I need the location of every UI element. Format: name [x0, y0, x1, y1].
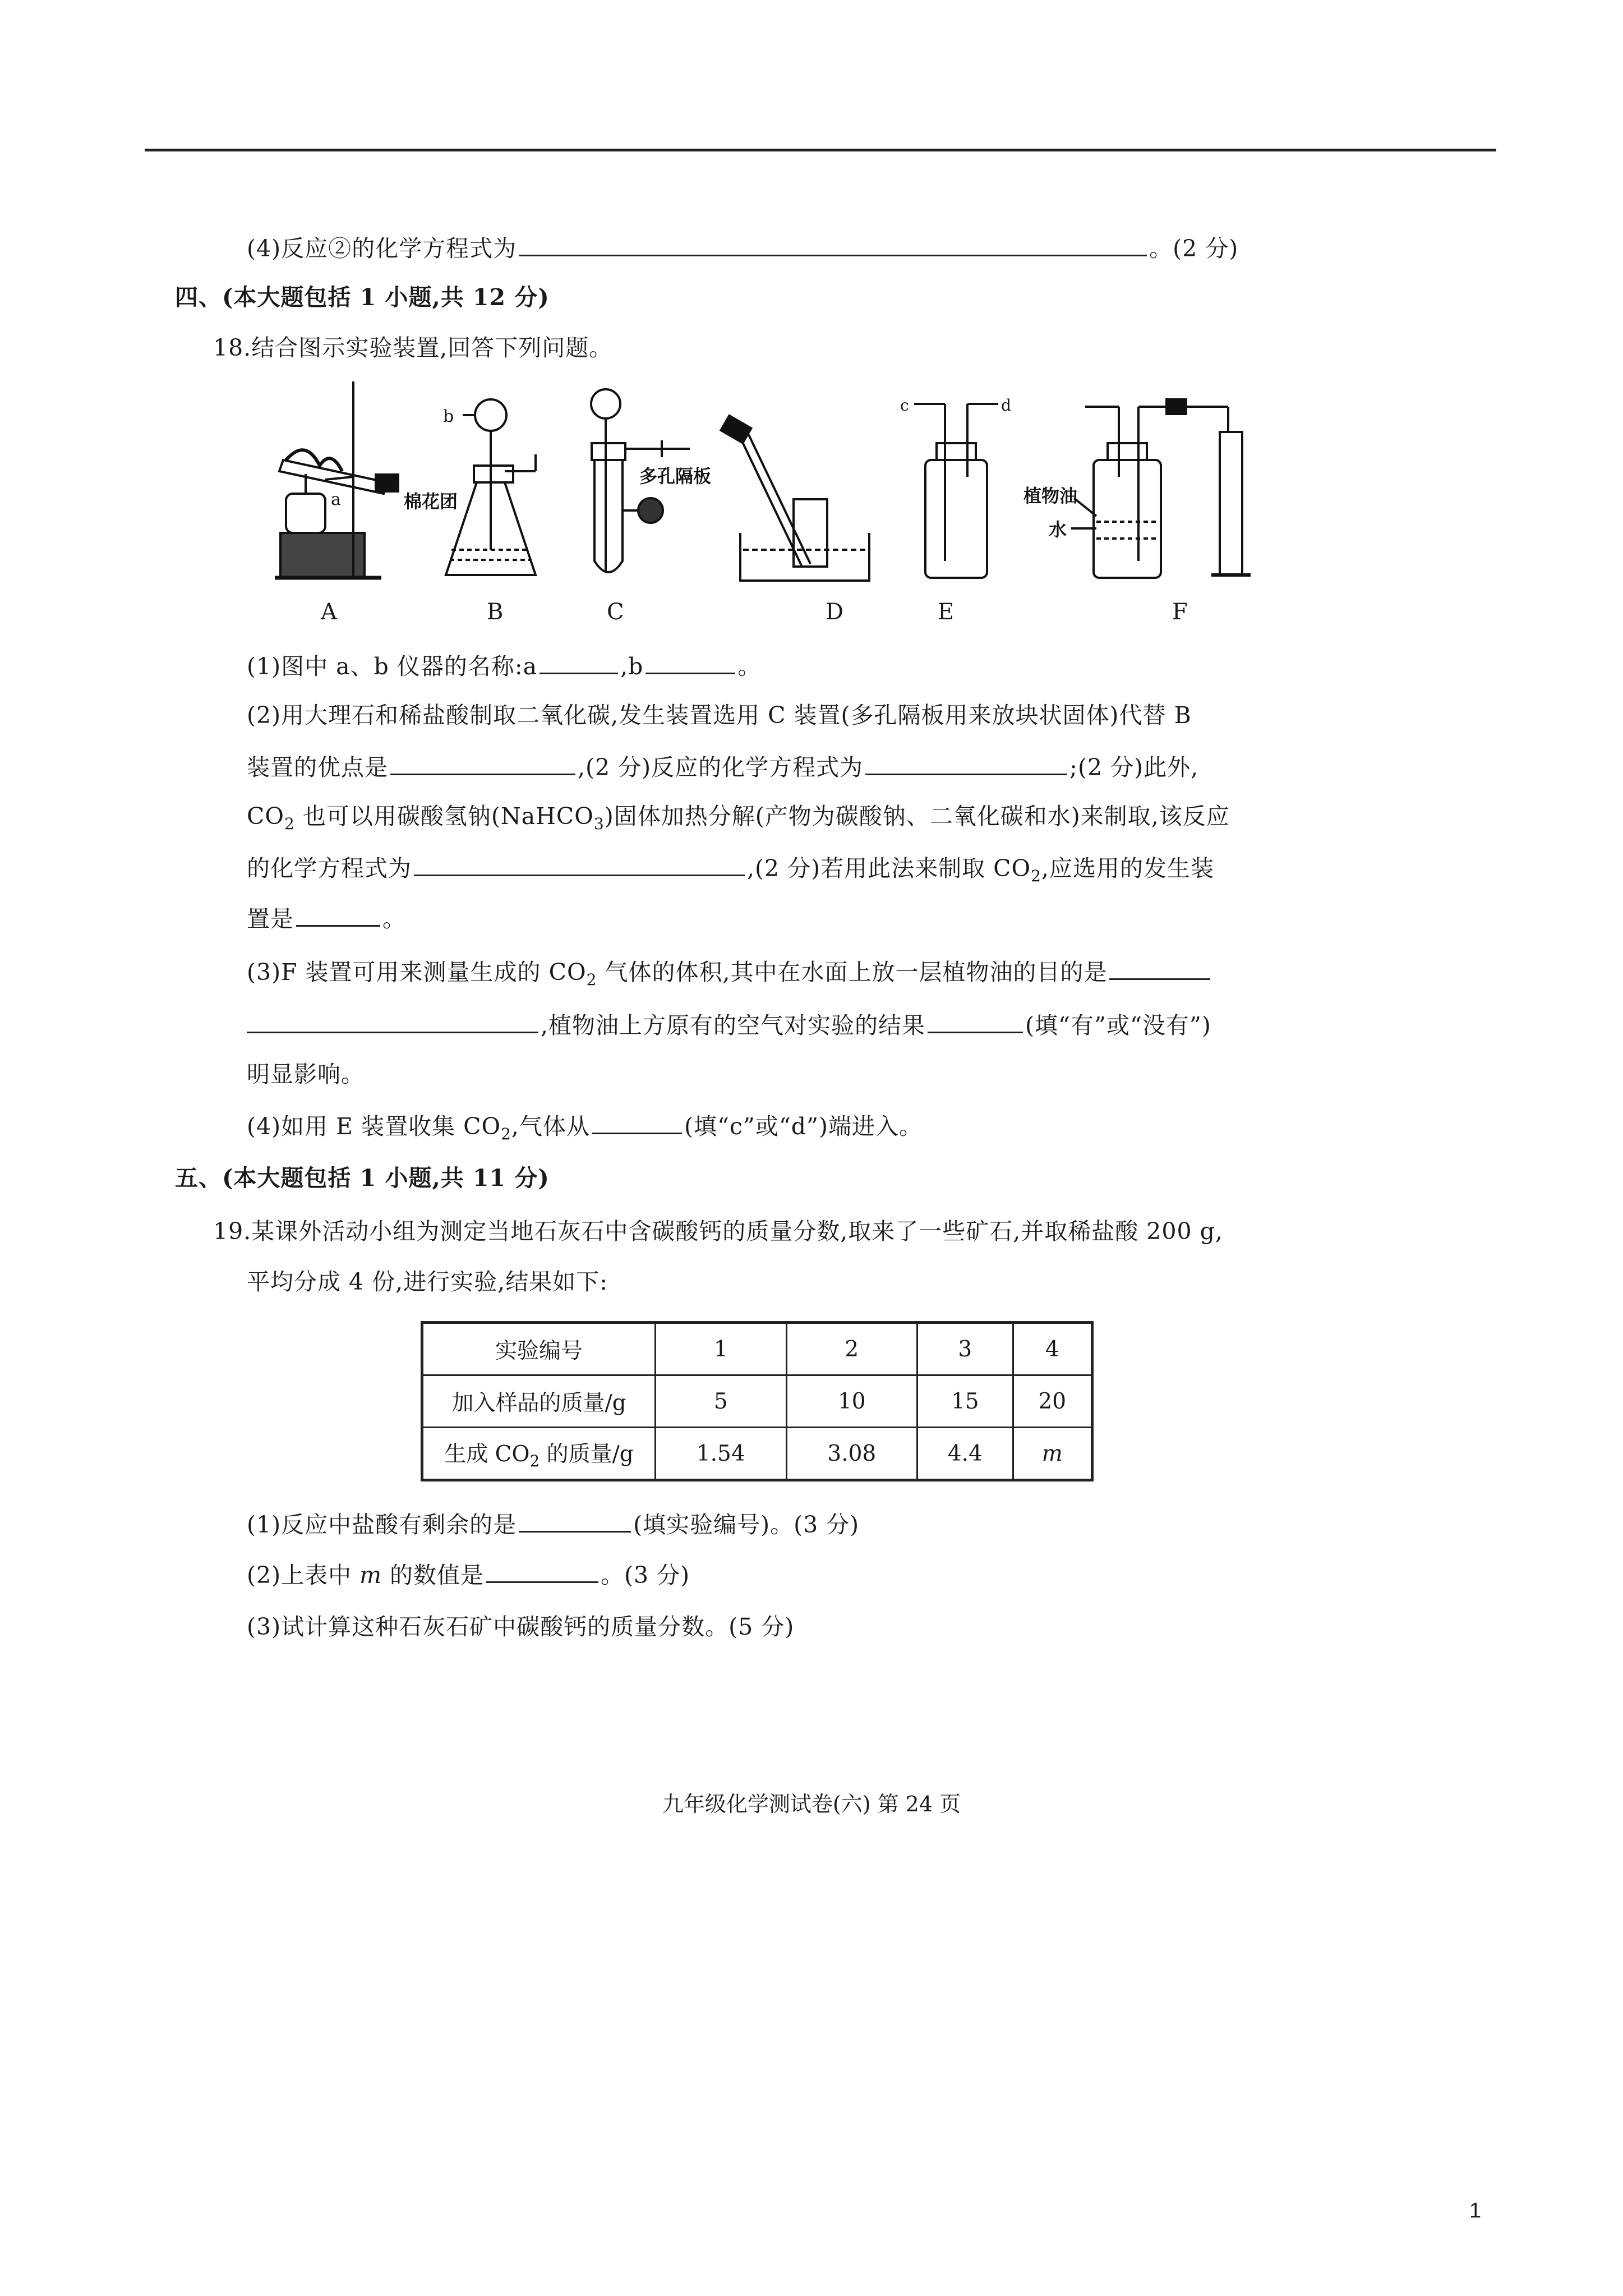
q18-part2-line2: 装置的优点是 ,(2 分)反应的化学方程式为 ;(2 分)此外,	[247, 749, 1198, 784]
diagram-label-b: B	[487, 599, 504, 625]
answer-blank[interactable]	[1109, 954, 1210, 980]
table-row	[422, 1375, 1092, 1428]
table-row	[422, 1428, 1092, 1480]
diagram-label-e: E	[938, 599, 955, 625]
answer-blank[interactable]	[390, 749, 575, 775]
q18-part3-line2: ,植物油上方原有的空气对实验的结果 (填“有”或“没有”)	[247, 1007, 1211, 1042]
table-cell: 2	[786, 1323, 917, 1375]
apparatus-f-icon	[1071, 399, 1251, 578]
table-cell: 4.4	[917, 1428, 1013, 1480]
q18-part2-line5: 置是 。	[247, 900, 406, 936]
table-cell: 加入样品的质量/g	[422, 1375, 656, 1428]
lab-apparatus-diagram	[264, 381, 1251, 617]
page-number: 1	[1469, 2199, 1482, 2223]
apparatus-a-icon	[275, 381, 398, 578]
answer-blank[interactable]	[519, 230, 1147, 256]
table-cell: 实验编号	[422, 1323, 656, 1375]
q18-part2-line4: 的化学方程式为 ,(2 分)若用此法来制取 $CO_2$,应选用的发生装	[247, 850, 1214, 893]
apparatus-b-icon	[446, 399, 536, 575]
q18-part3-line1: (3)F 装置可用来测量生成的 $CO_2$ 气体的体积,其中在水面上放一层植物油的目的是	[247, 954, 1212, 997]
answer-blank[interactable]	[645, 648, 735, 674]
q19-stem-line2: 平均分成 4 份,进行实验,结果如下:	[247, 1268, 608, 1295]
table-cell: 10	[786, 1375, 917, 1428]
label-a: a	[331, 490, 341, 509]
label-b: b	[443, 407, 454, 426]
table-cell: 20	[1013, 1375, 1092, 1428]
section-5-header: 五、(本大题包括 1 小题,共 11 分)	[175, 1165, 550, 1191]
q18-part1: (1)图中 a、b 仪器的名称:a ,b 。	[247, 648, 761, 683]
q19-part3: (3)试计算这种石灰石矿中碳酸钙的质量分数。(5 分)	[247, 1613, 795, 1640]
answer-blank[interactable]	[414, 850, 745, 876]
answer-blank[interactable]	[865, 749, 1067, 775]
table-row	[422, 1323, 1092, 1375]
answer-blank[interactable]	[247, 1007, 538, 1033]
label-cotton: 棉花团	[404, 491, 458, 512]
q18-part3-line3: 明显影响。	[247, 1061, 365, 1088]
q18-part2-line1: (2)用大理石和稀盐酸制取二氧化碳,发生装置选用 C 装置(多孔隔板用来放块状固体)代替 B	[247, 702, 1192, 729]
table-cell: 3	[917, 1323, 1013, 1375]
page-footer: 九年级化学测试卷(六) 第 24 页	[662, 1792, 961, 1816]
results-table	[421, 1321, 1094, 1481]
label-d: d	[1001, 396, 1011, 415]
apparatus-e-icon	[914, 404, 998, 578]
table-cell: 15	[917, 1375, 1013, 1428]
table-cell: 5	[656, 1375, 787, 1428]
q18-stem: 18.结合图示实验装置,回答下列问题。	[213, 334, 613, 361]
answer-blank[interactable]	[296, 900, 380, 927]
q17-part4-score: 。(2 分)	[1149, 235, 1239, 262]
section-4-header: 四、(本大题包括 1 小题,共 12 分)	[175, 284, 550, 311]
label-water: 水	[1049, 519, 1067, 540]
table-cell: 4	[1013, 1323, 1092, 1375]
answer-blank[interactable]	[519, 1506, 631, 1533]
label-c: c	[900, 396, 909, 415]
diagram-label-a: A	[321, 599, 337, 625]
q18-part4: (4)如用 E 装置收集 $CO_2$,气体从 (填“c”或“d”)端进入。	[247, 1108, 923, 1151]
table-cell: 1.54	[656, 1428, 787, 1480]
answer-blank[interactable]	[592, 1108, 682, 1134]
answer-blank[interactable]	[540, 648, 618, 674]
diagram-label-d: D	[826, 599, 844, 625]
q17-part4	[247, 230, 1238, 265]
q19-part2: (2)上表中 m 的数值是 。(3 分)	[247, 1557, 690, 1592]
label-oil: 植物油	[1023, 485, 1078, 507]
q18-part2-line3: $CO_2$ 也可以用碳酸氢钠(NaHCO$_3$)固体加热分解(产物为碳酸钠、二氧化碳和水)来制取,该反应	[247, 803, 1230, 834]
answer-blank[interactable]	[486, 1557, 598, 1583]
table-cell: 生成 $CO_2$ 的质量/g	[422, 1428, 656, 1480]
q19-stem-line1: 19.某课外活动小组为测定当地石灰石中含碳酸钙的质量分数,取来了一些矿石,并取稀盐酸 200 g,	[213, 1218, 1223, 1245]
answer-blank[interactable]	[928, 1007, 1023, 1033]
header-rule	[145, 149, 1496, 151]
table-cell: 3.08	[786, 1428, 917, 1480]
table-cell: 1	[656, 1323, 787, 1375]
diagram-label-f: F	[1172, 599, 1188, 625]
table-cell: m	[1013, 1428, 1092, 1480]
q17-part4-text: (4)反应②的化学方程式为	[247, 235, 517, 262]
label-porous-plate: 多孔隔板	[639, 466, 712, 487]
q19-part1: (1)反应中盐酸有剩余的是 (填实验编号)。(3 分)	[247, 1506, 859, 1542]
diagram-label-c: C	[607, 599, 624, 625]
apparatus-d-icon	[721, 416, 869, 581]
